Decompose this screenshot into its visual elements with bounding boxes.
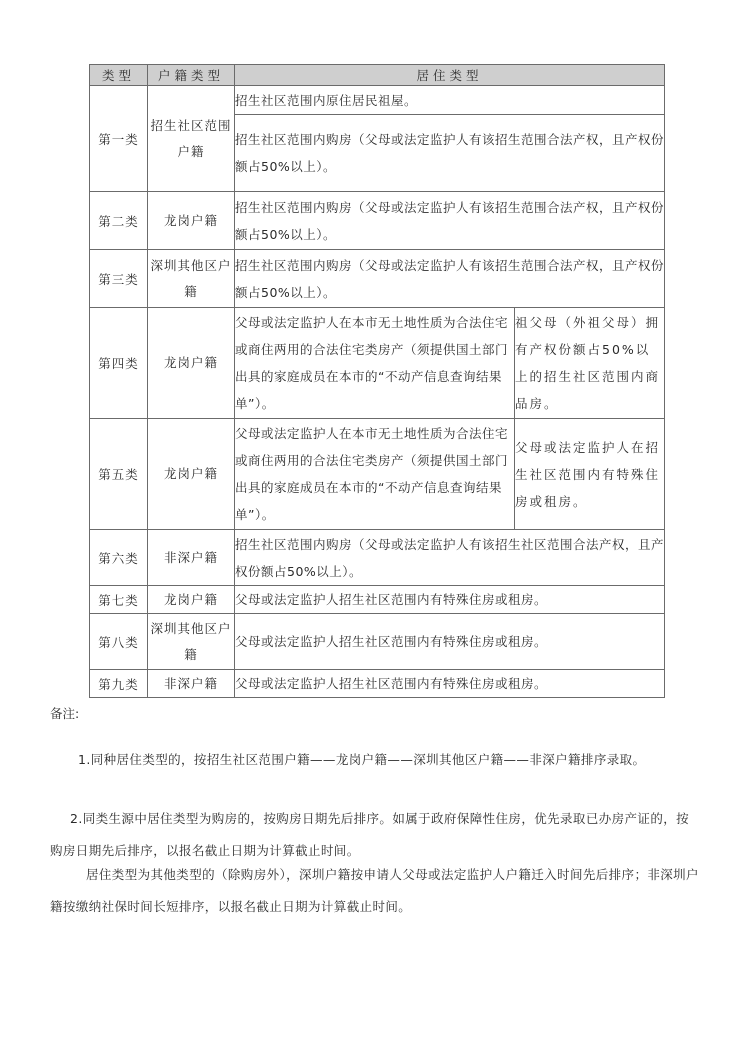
admission-table	[89, 64, 665, 698]
residence-cell: 招生社区范围内购房（父母或法定监护人有该招生范围合法产权，且产权份额占50%以上）。	[235, 250, 665, 308]
household-cell: 招生社区范围户籍	[148, 86, 235, 192]
table-row	[90, 670, 665, 698]
residence-right-cell: 父母或法定监护人在招生社区范围内有特殊住房或租房。	[515, 419, 665, 530]
category-cell: 第六类	[90, 530, 148, 586]
note-3: 居住类型为其他类型的（除购房外），深圳户籍按申请人父母或法定监护人户籍迁入时间先后排序；非深圳户籍按缴纳社保时间长短排序，以报名截止日期为计算截止时间。	[50, 866, 699, 914]
table-row	[90, 419, 665, 530]
table-row	[90, 250, 665, 308]
household-cell: 深圳其他区户籍	[148, 614, 235, 670]
household-cell: 龙岗户籍	[148, 419, 235, 530]
residence-cell: 招生社区范围内购房（父母或法定监护人有该招生范围合法产权，且产权份额占50%以上）。	[235, 115, 665, 192]
household-cell: 深圳其他区户籍	[148, 250, 235, 308]
note-1: 1.同种居住类型的，按招生社区范围户籍——龙岗户籍——深圳其他区户籍——非深户籍排序录取。	[78, 751, 646, 767]
category-cell: 第五类	[90, 419, 148, 530]
household-cell: 非深户籍	[148, 530, 235, 586]
category-cell: 第二类	[90, 192, 148, 250]
residence-cell: 招生社区范围内购房（父母或法定监护人有该招生社区范围合法产权，且产权份额占50%以上）。	[235, 530, 665, 586]
residence-cell: 招生社区范围内原住居民祖屋。	[235, 86, 665, 115]
header-residence: 居住类型	[235, 65, 665, 86]
header-category: 类型	[90, 65, 148, 86]
household-cell: 龙岗户籍	[148, 586, 235, 614]
household-cell: 非深户籍	[148, 670, 235, 698]
table-row	[90, 586, 665, 614]
table-row	[90, 192, 665, 250]
category-cell: 第一类	[90, 86, 148, 192]
category-cell: 第四类	[90, 308, 148, 419]
household-cell: 龙岗户籍	[148, 192, 235, 250]
residence-right-cell: 祖父母（外祖父母）拥有产权份额占50%以上的招生社区范围内商品房。	[515, 308, 665, 419]
category-cell: 第八类	[90, 614, 148, 670]
table-row	[90, 614, 665, 670]
residence-cell: 父母或法定监护人招生社区范围内有特殊住房或租房。	[235, 614, 665, 670]
residence-cell: 父母或法定监护人招生社区范围内有特殊住房或租房。	[235, 586, 665, 614]
table-row	[90, 530, 665, 586]
household-cell: 龙岗户籍	[148, 308, 235, 419]
residence-cell: 招生社区范围内购房（父母或法定监护人有该招生范围合法产权，且产权份额占50%以上）。	[235, 192, 665, 250]
table-row	[90, 308, 665, 419]
residence-left-cell: 父母或法定监护人在本市无土地性质为合法住宅或商住两用的合法住宅类房产（须提供国土部门出具的家庭成员在本市的“不动产信息查询结果单”）。	[235, 419, 515, 530]
category-cell: 第九类	[90, 670, 148, 698]
notes-heading: 备注:	[50, 706, 80, 721]
note-2: 2.同类生源中居住类型为购房的，按购房日期先后排序。如属于政府保障性住房，优先录取已办房产证的，按购房日期先后排序，以报名截止日期为计算截止时间。	[50, 810, 690, 858]
category-cell: 第七类	[90, 586, 148, 614]
header-household: 户籍类型	[148, 65, 235, 86]
table-row	[90, 86, 665, 115]
residence-cell: 父母或法定监护人招生社区范围内有特殊住房或租房。	[235, 670, 665, 698]
category-cell: 第三类	[90, 250, 148, 308]
residence-left-cell: 父母或法定监护人在本市无土地性质为合法住宅或商住两用的合法住宅类房产（须提供国土部门出具的家庭成员在本市的“不动产信息查询结果单”）。	[235, 308, 515, 419]
table-header-row	[90, 65, 665, 86]
